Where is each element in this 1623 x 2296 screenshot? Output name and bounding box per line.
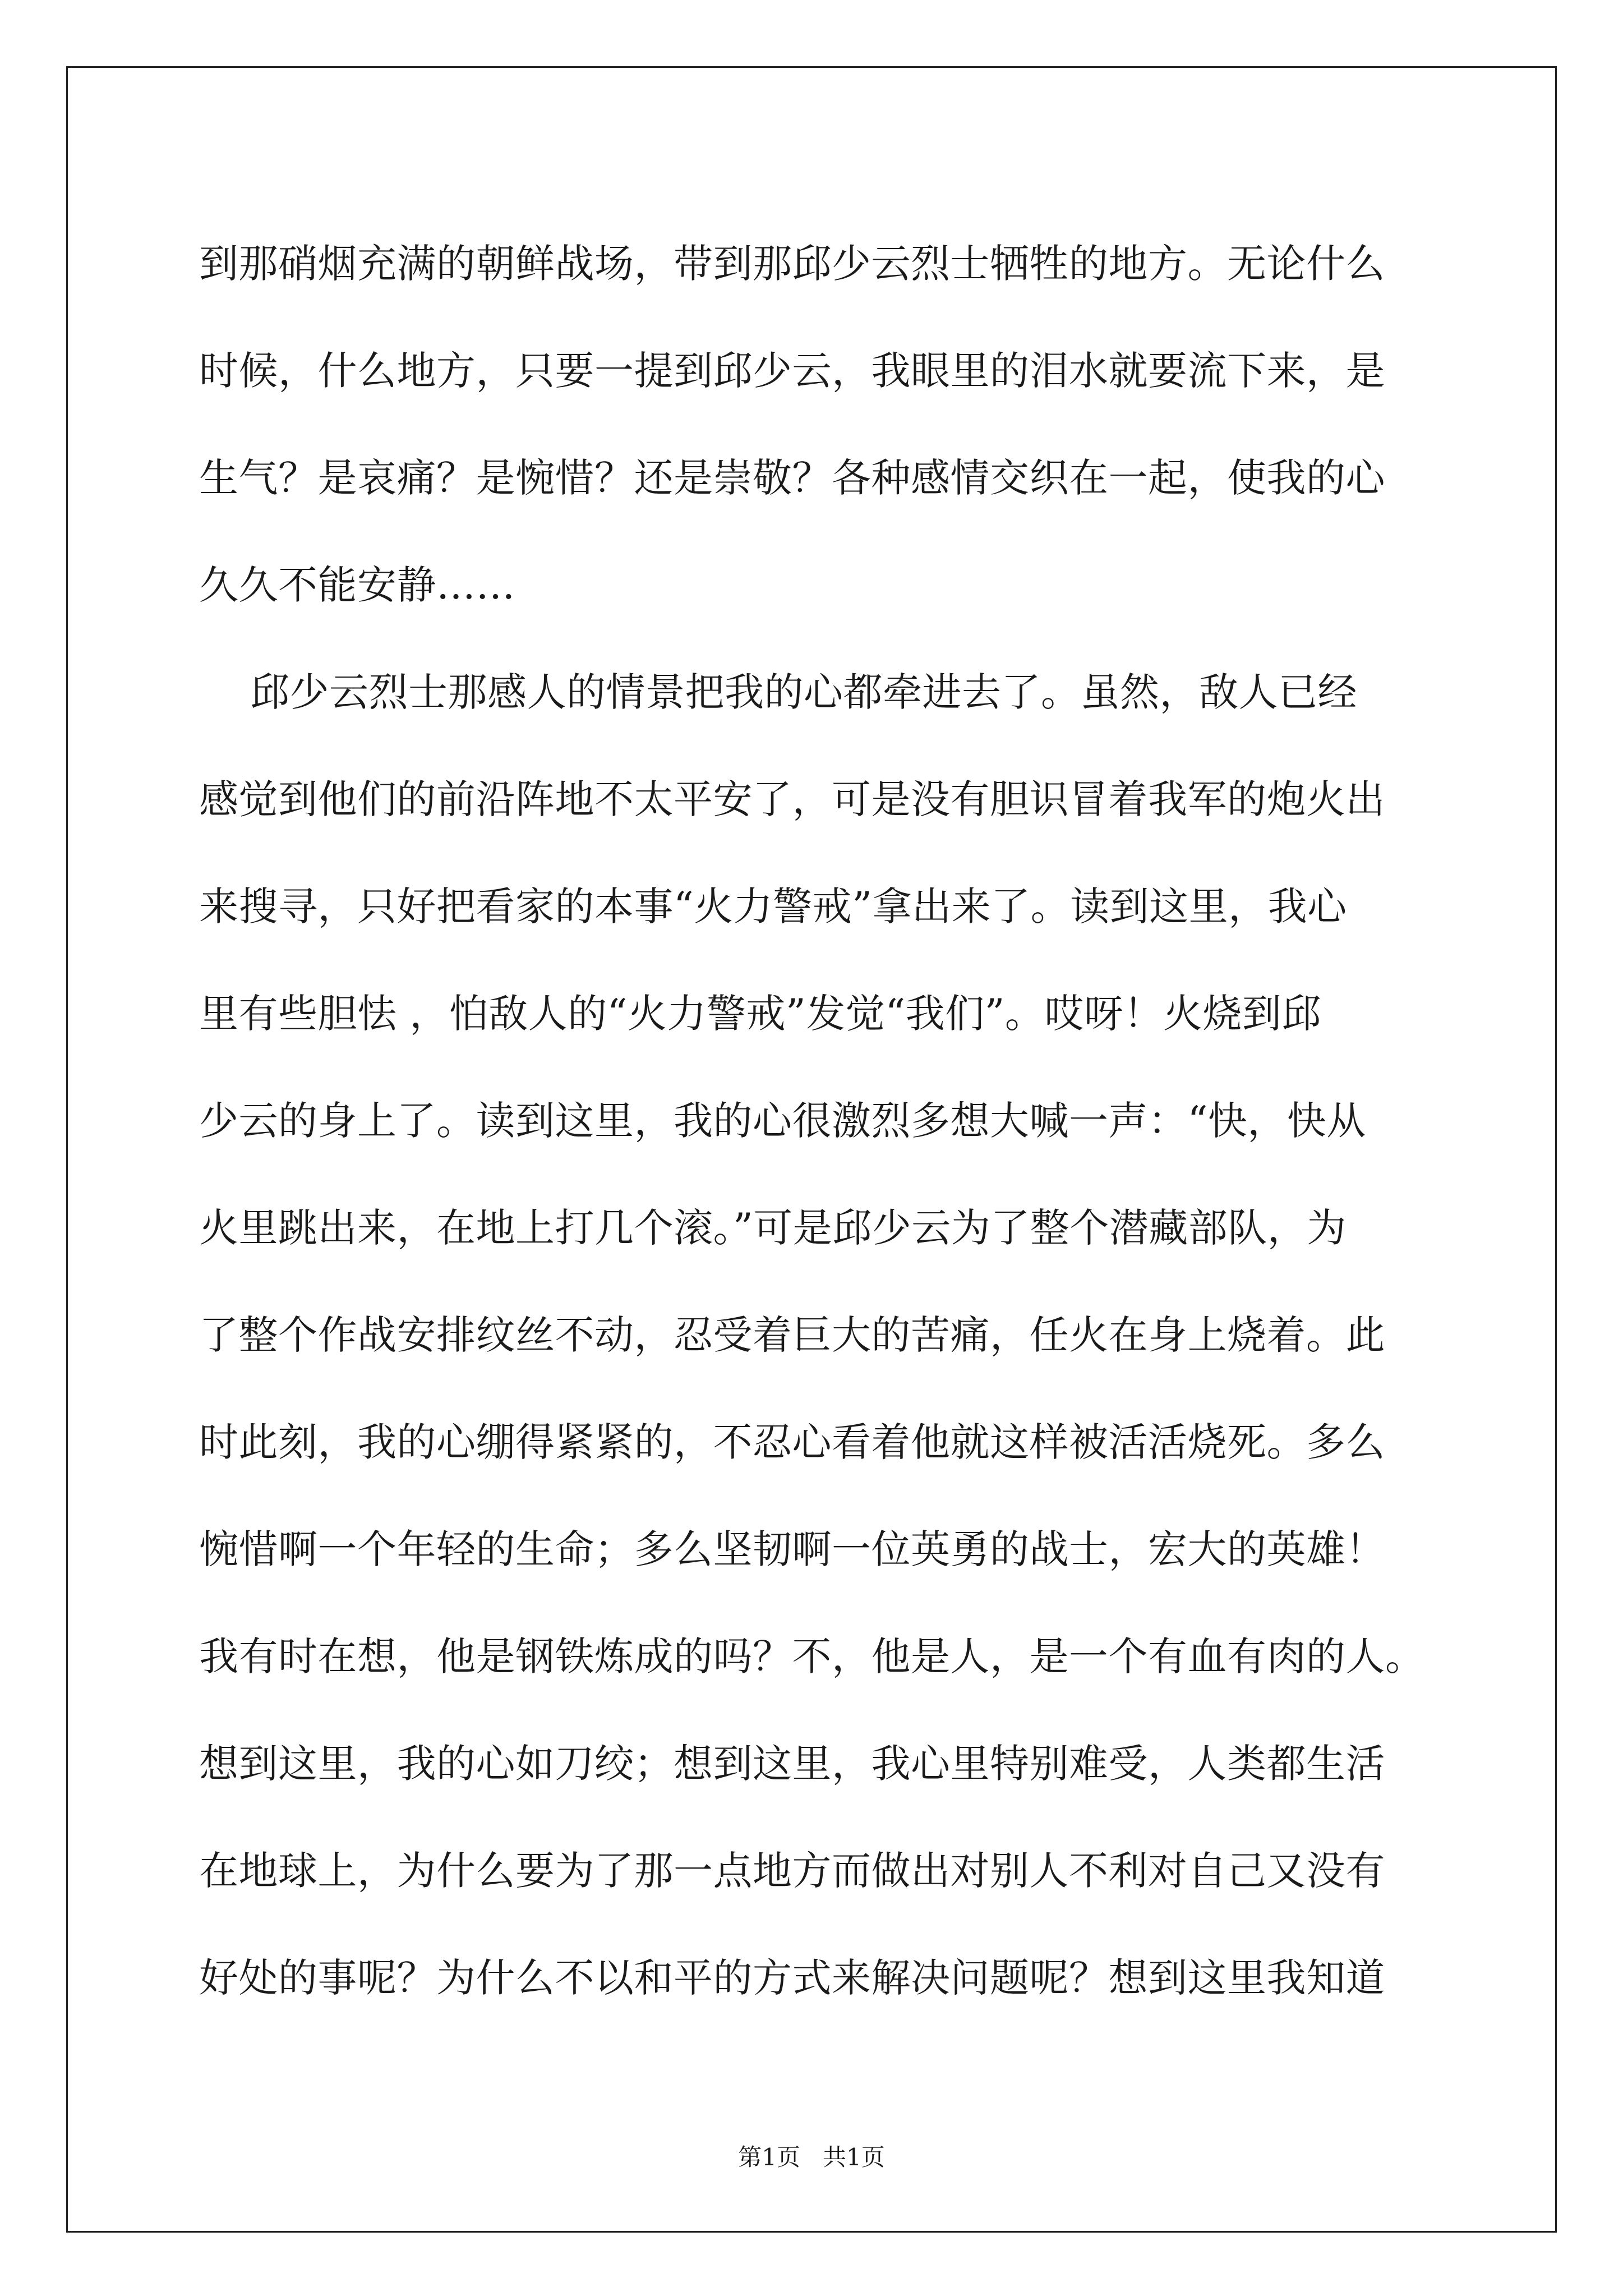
text-line-11: 了整个作战安排纹丝不动，忍受着巨大的苦痛，任火在身上烧着。此 bbox=[199, 1312, 1385, 1358]
text-line-7: 来搜寻，只好把看家的本事“火力警戒”拿出来了。读到这里，我心 bbox=[199, 884, 1347, 930]
text-line-6: 感觉到他们的前沿阵地不太平安了，可是没有胆识冒着我军的炮火出 bbox=[199, 776, 1385, 822]
text-line-8: 里有些胆怯 ，怕敌人的“火力警戒”发觉“我们”。哎呀！火烧到邱 bbox=[199, 991, 1321, 1037]
text-line-14: 我有时在想，他是钢铁炼成的吗？不，他是人，是一个有血有肉的人。 bbox=[199, 1634, 1425, 1680]
text-line-10: 火里跳出来，在地上打几个滚。”可是邱少云为了整个潜藏部队，为 bbox=[199, 1205, 1347, 1251]
text-line-9: 少云的身上了。读到这里，我的心很激烈多想大喊一声：“快，快从 bbox=[199, 1098, 1366, 1144]
text-line-17: 好处的事呢？为什么不以和平的方式来解决问题呢？想到这里我知道 bbox=[199, 1955, 1385, 2001]
body-text bbox=[199, 210, 1433, 2032]
page-footer: 第1页 共1页 bbox=[738, 2143, 885, 2171]
text-line-12: 时此刻，我的心绷得紧紧的，不忍心看着他就这样被活活烧死。多么 bbox=[199, 1419, 1385, 1465]
text-line-13: 惋惜啊一个年轻的生命；多么坚韧啊一位英勇的战士，宏大的英雄！ bbox=[199, 1526, 1385, 1572]
text-line-2: 时候，什么地方，只要一提到邱少云，我眼里的泪水就要流下来，是 bbox=[199, 348, 1385, 394]
text-line-16: 在地球上，为什么要为了那一点地方而做出对别人不利对自己又没有 bbox=[199, 1848, 1385, 1894]
text-line-4: 久久不能安静…… bbox=[199, 562, 515, 608]
text-line-3: 生气？是哀痛？是惋惜？还是崇敬？各种感情交织在一起，使我的心 bbox=[199, 455, 1385, 501]
text-line-5: 邱少云烈士那感人的情景把我的心都牵进去了。虽然，敌人已经 bbox=[199, 669, 1358, 715]
text-line-1: 到那硝烟充满的朝鲜战场，带到那邱少云烈士牺牲的地方。无论什么 bbox=[199, 241, 1385, 287]
text-line-15: 想到这里，我的心如刀绞；想到这里，我心里特别难受，人类都生活 bbox=[199, 1741, 1385, 1787]
